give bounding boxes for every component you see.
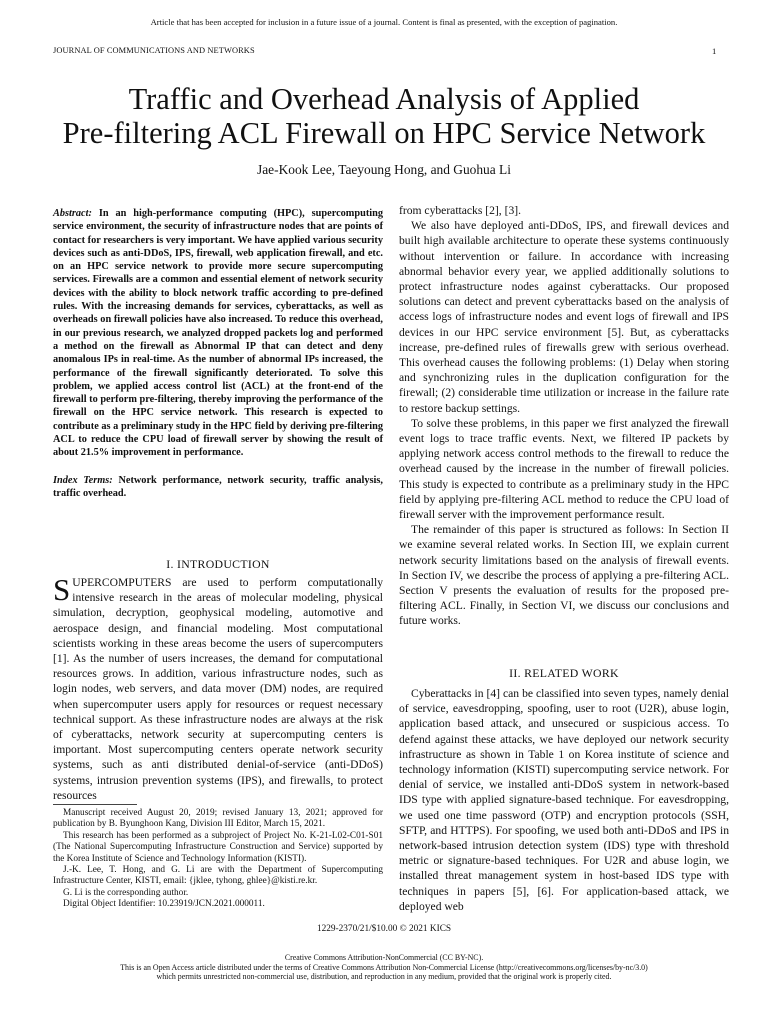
paragraph: The remainder of this paper is structured as follows: In Section II we examine several related works. In Section III, we explain current network security limitations based on the analysis of firewall events. In Section IV, we describe the process of applying a pre-filtering ACL. Section V presents the evaluation of results for the proposed pre-filtering ACL. Finally, in Section VI, we discuss our conclusions and future works. xyxy=(399,523,729,628)
right-column-intro xyxy=(399,203,729,629)
footnote: Digital Object Identifier: 10.23919/JCN.2021.000011. xyxy=(63,899,265,910)
index-terms-text: Network performance, network security, traffic analysis, traffic overhead. xyxy=(53,474,383,499)
license-line-1: Creative Commons Attribution-NonCommercial (CC BY-NC). xyxy=(284,953,484,962)
abstract-label: Abstract: xyxy=(53,208,92,219)
page-number: 1 xyxy=(712,46,717,56)
paragraph: To solve these problems, in this paper we first analyzed the firewall event logs to trace traffic events. Next, we filtered IP packets by applying network access control methods to the firewall to reduce the overhead caused by the increase in the number of firewall policies. This study is expected to contribute as a preliminary study in the HPC field by applying pre-filtering ACL method to reduce the CPU load of firewall server with the improvement performance result. xyxy=(399,416,729,522)
footnote: G. Li is the corresponding author. xyxy=(63,887,189,898)
abstract-block xyxy=(53,207,383,500)
title-line-2: Pre-filtering ACL Firewall on HPC Service Network xyxy=(62,116,706,150)
footnote: This research has been performed as a subproject of Project No. K-21-L02-C01-S01 (The National Supercomputing Infrastructure Construction and Service) supported by the Korea Institute of Science and Technology Information (KISTI). xyxy=(53,830,383,864)
paragraph: We also have deployed anti-DDoS, IPS, and firewall devices and built high available architecture to operate these systems continuously without intervention or failure. In accordance with increasing abnormal behavior every year, we applied additionally solutions to protect infrastructure nodes against cyberattacks. Our proposed solutions can detect and prevent cyberattacks based on the analysis of access logs of infrastructure nodes and event logs of firewall and IPS devices in our HPC service environment [5]. But, as cyberattacks increase, pre-defined rules of firewalls grew with serious overhead. This overhead causes the following problems: (1) Delay when storing and synchronizing rules in the duplication configuration for the firewall; (2) considerable time utilization or increase in the failure rate to restore backup settings. xyxy=(399,219,729,415)
running-head-journal: JOURNAL OF COMMUNICATIONS AND NETWORKS xyxy=(53,46,255,55)
license-notice xyxy=(0,953,768,982)
first-word: UPERCOMPUTERS xyxy=(72,576,172,589)
index-terms xyxy=(53,474,383,501)
title-line-1: Traffic and Overhead Analysis of Applied xyxy=(128,82,640,116)
issn-copyright: 1229-2370/21/$10.00 © 2021 KICS xyxy=(316,924,452,934)
section-heading-related-work: II. RELATED WORK xyxy=(509,666,619,680)
paragraph: Cyberattacks in [4] can be classified into seven types, namely denial of service, eavesdropping, spoofing, user to root (U2R), abuse login, application based attack, and unsecured or suspicious access. To defend against these attacks, we have deployed our network security infrastructure as shown in Table 1 on Korea institute of science and technology information (KISTI) supercomputing service network. For denial of service, we installed anti-DDoS system in network-based IDS type with applied signature-based technique. For eavesdropping, we used one time password (OTP) and encryption protocols (SSH, SFTP, and HTTPS). For spoofing, we used both anti-DDoS and IPS in network-based intrusion detection system (IDS) type with threshold metric or signature-based techniques. For U2R and abuse login, we installed threat management system in host-based IDS type with techniques in papers [5], [6]. For application-based attack, we deployed web xyxy=(399,687,729,913)
paper-title xyxy=(40,82,728,150)
footnote: Manuscript received August 20, 2019; revised January 13, 2021; approved for publication by B. Byunghoon Kang, Division III Editor, March 15, 2021. xyxy=(53,808,383,830)
related-work-body xyxy=(399,686,729,914)
drop-cap: S xyxy=(53,572,71,607)
authors: Jae-Kook Lee, Taeyoung Hong, and Guohua Li xyxy=(257,162,511,177)
footnote-rule xyxy=(53,804,137,805)
introduction-text: are used to perform computationally intensive research in the areas of molecular modeling, physical simulation, decryption, geophysical modeling, automotive and aerospace design, and financial modeling. Most computational scientists working in these areas become the users of supercomputers [1]. As the number of users increases, the demand for computational resources grows. In addition, various infrastructure nodes, such as login nodes, web servers, and data mover (DM) nodes, are required when supercomputer users apply for resources or request necessary technical support. As these infrastructure nodes are always at the risk of cyberattacks, network security at supercomputing centers is important. Most supercomputing centers operate network security systems, such as anti distributed denial-of-service (anti-DDoS) systems, intrusion prevention systems (IPS), and firewalls, to protect resources xyxy=(53,576,383,802)
introduction-paragraph xyxy=(53,572,383,803)
license-line-3: which permits unrestricted non-commercial use, distribution, and reproduction in any medium, provided that the original work is properly cited. xyxy=(156,972,612,982)
license-line-2: This is an Open Access article distributed under the terms of Creative Commons Attribution Non-Commercial License (http://creativecommons.org/licenses/by-nc/3.0) xyxy=(120,962,648,972)
introduction-body xyxy=(53,572,383,803)
footnotes xyxy=(53,808,383,911)
paragraph: from cyberattacks [2], [3]. xyxy=(399,204,522,217)
acceptance-note: Article that has been accepted for inclusion in a future issue of a journal. Content is final as presented, with the exception of pagination. xyxy=(150,17,618,27)
abstract xyxy=(53,207,383,460)
abstract-text: In an high-performance computing (HPC), supercomputing service environment, the security of infrastructure nodes that are points of contact for researchers is very important. We have applied various security devices such as anti-DDoS, IPS, firewall, web application firewall, and etc. on an HPC service network to provide more secure supercomputing services. Firewalls are a common and essential element of network security devices with the ability to block network traffic according to pre-defined rules. With the increasing demands for services, cyberattacks, as well as overheads on firewall policies have also increased. To reduce this overhead, in our previous research, we analyzed dropped packets log and performed a method on the firewall as Abnormal IP that can detect and deny anomalous IPs in real-time. As the number of abnormal IPs increased, the performance of the firewall significantly deteriorated. To solve this problem, we applied access control list (ACL) at the front-end of the firewall to perform pre-filtering, thereby improving the performance of the firewall on the HPC service network. This research is expected to contribute as a preliminary study in the HPC field by deriving pre-filtering ACL to reduce the CPU load of firewall server by showing the result of about 21.5% improvement in performance. xyxy=(53,208,384,459)
index-terms-label: Index Terms: xyxy=(53,474,113,486)
footnote: J.-K. Lee, T. Hong, and G. Li are with the Department of Supercomputing Infrastructure Center, KISTI, email: {jklee, tyhong, ghlee}@kisti.re.kr. xyxy=(53,865,383,887)
section-heading-introduction: I. INTRODUCTION xyxy=(166,557,270,571)
